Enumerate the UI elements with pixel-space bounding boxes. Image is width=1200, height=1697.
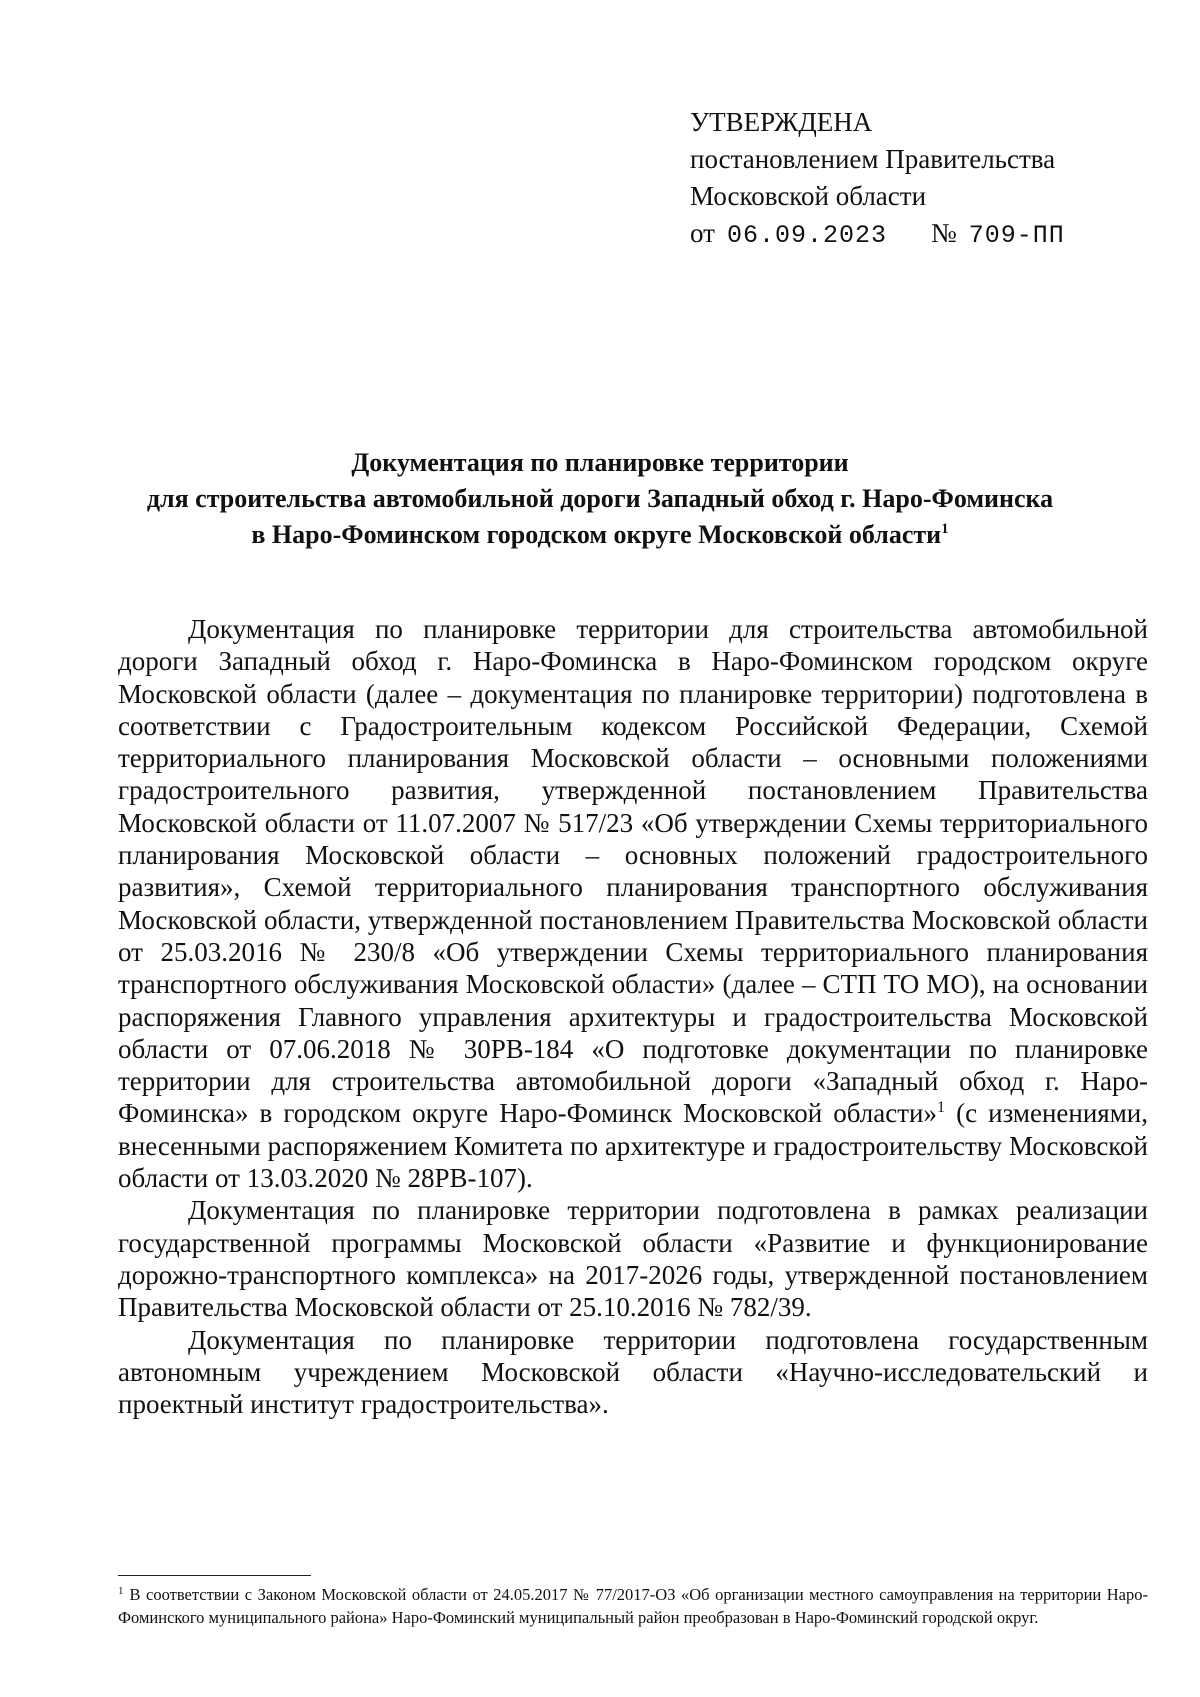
paragraph-3: Документация по планировке территории подготовлена государственным автономным учреждением Московской области «Научно-исследовательский и проектный институт градостроительства».	[118, 1324, 1148, 1420]
approval-date-prefix: от	[690, 218, 715, 248]
footnote-text: В соответствии с Законом Московской области от 24.05.2017 № 77/2017-ОЗ «Об организации местного самоуправления на территории Наро-Фоминского муниципального района» Наро-Фоминский муниципальный район преобразован в Наро-Фоминский городской округ.	[118, 1585, 1148, 1627]
approval-number: 709-ПП	[968, 221, 1065, 250]
paragraph-1-text-cont: (с изменениями, внесенными распоряжением Комитета по архитектуре и градостроительству Московской области от 13.03.2020 № 28РВ-107).	[118, 1098, 1148, 1194]
approval-date: 06.09.2023	[726, 221, 887, 250]
document-body	[118, 613, 1148, 1420]
title-footnote-ref: 1	[941, 521, 949, 537]
footnote-separator	[118, 1575, 311, 1576]
title-line-1: Документация по планировке территории	[351, 448, 849, 477]
footnote	[118, 1583, 1148, 1629]
approval-number-mark: №	[930, 218, 957, 248]
approval-date-line	[690, 215, 1130, 254]
paragraph-1-footnote-ref: 1	[937, 1099, 945, 1117]
title-line-3-text: в Наро-Фоминском городском округе Московской области	[251, 520, 942, 549]
footnote-number: 1	[118, 1585, 124, 1597]
title-line-2: для строительства автомобильной дороги Западный обход г. Наро-Фоминска	[146, 484, 1054, 513]
document-title	[100, 445, 1100, 553]
paragraph-2: Документация по планировке территории подготовлена в рамках реализации государственной программы Московской области «Развитие и функционирование дорожно-транспортного комплекса» на 2017-2026 годы, утвержденной постановлением Правительства Московской области от 25.10.2016 № 782/39.	[118, 1195, 1148, 1323]
approval-region: Московской области	[690, 181, 927, 211]
paragraph-1-text: Документация по планировке территории для строительства автомобильной дороги Западный обход г. Наро-Фоминска в Наро-Фоминском городском округе Московской области (далее – документация по планировке территории) подготовлена в соответствии с Градостроительным кодексом Российской Федерации, Схемой территориального планирования Московской области – основными положениями градостроительного развития, утвержденной постановлением Правительства Московской области от 11.07.2007 № 517/23 «Об утверждении Схемы территориального планирования Московской области – основных положений градостроительного развития», Схемой территориального планирования транспортного обслуживания Московской области, утвержденной постановлением Правительства Московской области от 25.03.2016 № 230/8 «Об утверждении Схемы территориального планирования транспортного обслуживания Московской области» (далее – СТП ТО МО), на основании распоряжения Главного управления архитектуры и градостроительства Московской области от 07.06.2018 № 30РВ-184 «О подготовке документации по планировке территории для строительства автомобильной дороги «Западный обход г. Наро-Фоминска» в городском округе Наро-Фоминск Московской области»	[118, 614, 1148, 1129]
approval-heading: УТВЕРЖДЕНА	[690, 107, 873, 137]
paragraph-1	[118, 613, 1148, 1194]
approval-authority: постановлением Правительства	[690, 144, 1056, 174]
approval-block	[690, 104, 1130, 254]
title-line-3	[100, 517, 1100, 553]
